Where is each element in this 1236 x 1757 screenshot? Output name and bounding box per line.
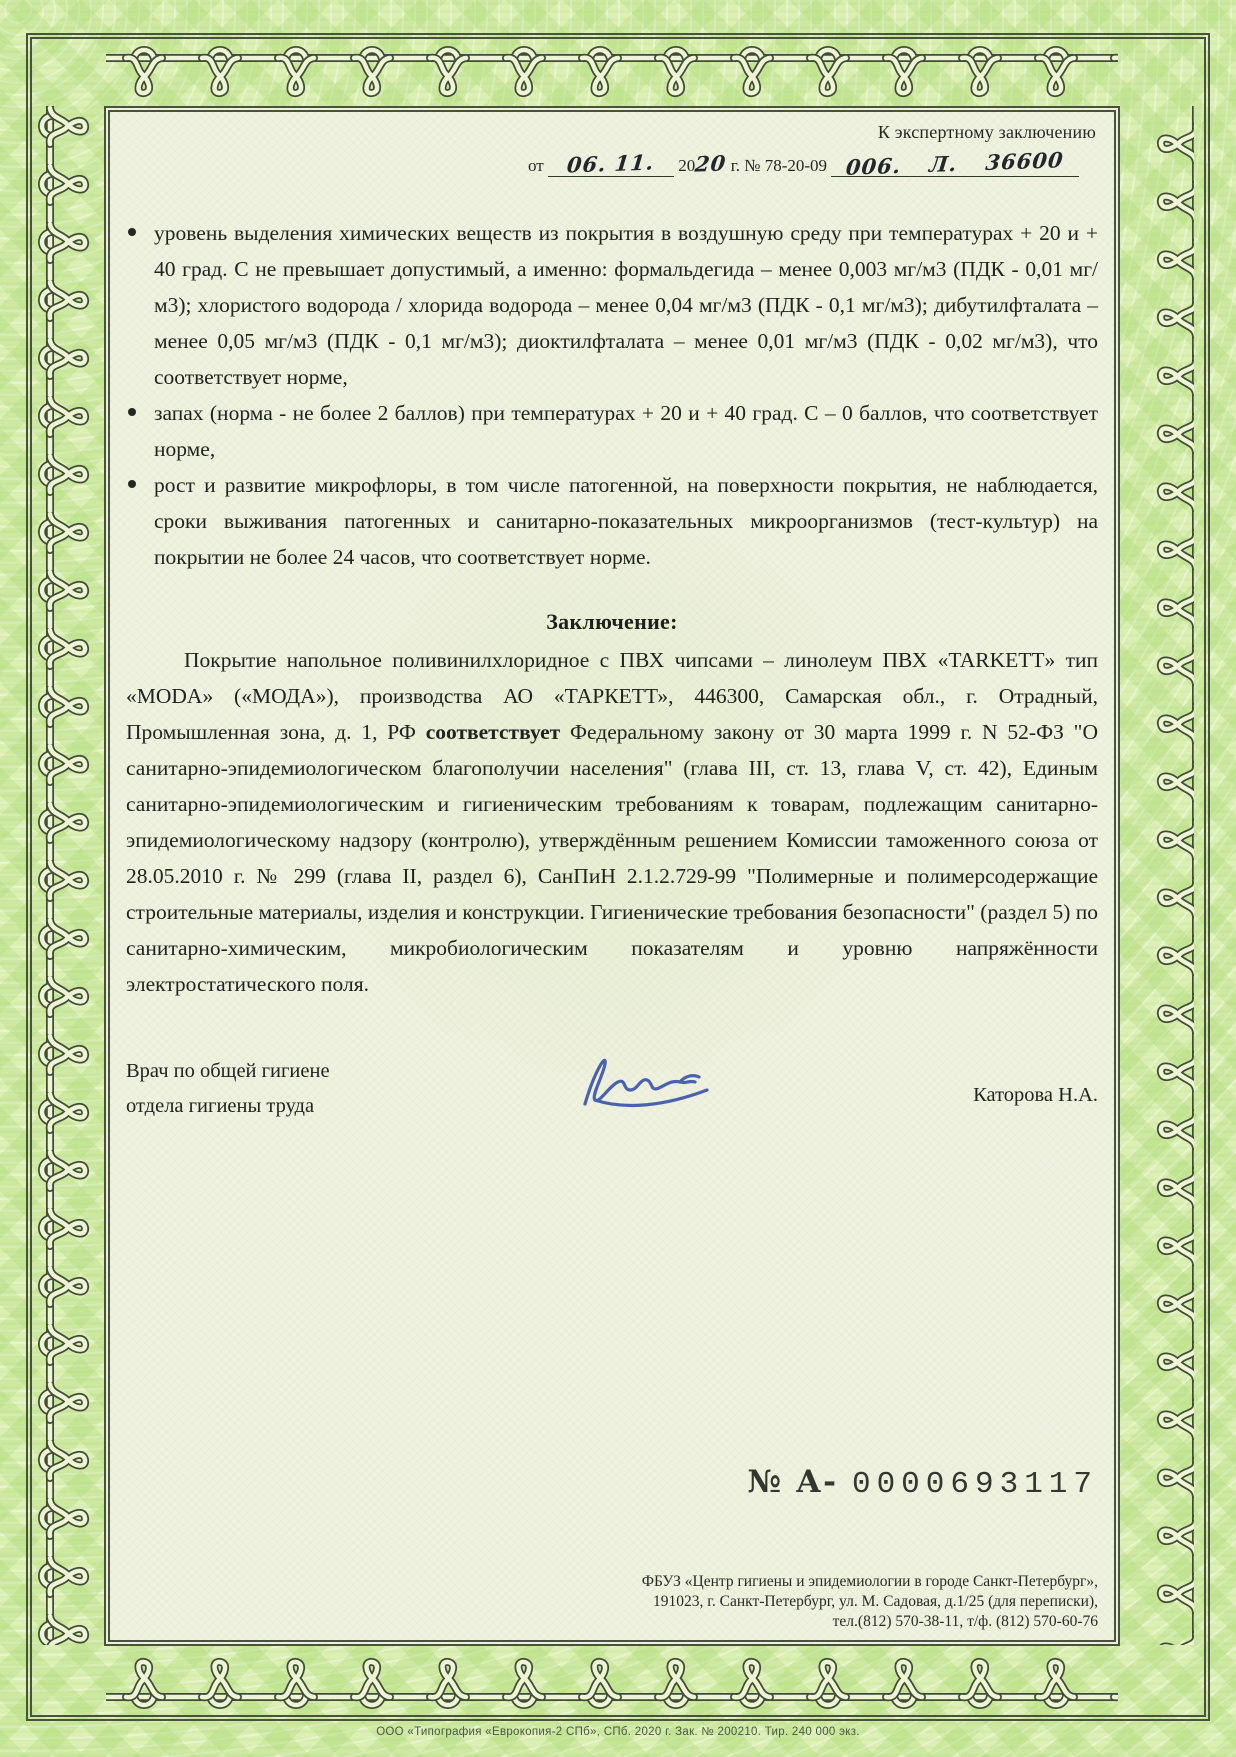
year-handwritten: 20 [693, 150, 728, 177]
header-note: К экспертному заключению [877, 122, 1096, 142]
date-handwritten: 06. 11. [565, 149, 656, 178]
dateline-year-printed: 20 [678, 156, 696, 175]
conclusion-bold-word: соответствует [425, 720, 561, 744]
finding-text: рост и развитие микрофлоры, в том числе патогенной, на поверхности покрытия, не наблюдается, сроки выживания патогенных и санитарно-показательных микроорганизмов (тест-культур) на покрытии не более 24 часов, что соответствует норме. [154, 473, 1098, 569]
blank-number [110, 1464, 1098, 1502]
signer-name: Каторова Н.А. [973, 1084, 1098, 1106]
blank-number-prefix: № А- [747, 1464, 838, 1500]
date-handwritten-field [548, 151, 674, 177]
ornamental-border-bottom-icon [106, 1655, 1118, 1713]
blank-number-digits: 0000693117 [851, 1467, 1098, 1502]
document-body [104, 106, 1120, 1646]
conclusion-text-start: Покрытие напольное поливинилхлоридное с ПВХ чипсами – линолеум ПВХ «TARKETT» тип «MODA» («МОДА»), производства АО «ТАРКЕТТ», 446300, Самарская обл., г. Отрадный, Промышленная зона, д. 1, РФ [126, 648, 1098, 744]
print-shop-imprint: ООО «Типография «Еврокопия-2 СПб», СПб. 2020 г. Зак. № 200210. Тир. 240 000 экз. [376, 1726, 860, 1738]
conclusion-heading: Заключение: [546, 609, 678, 634]
conclusion-paragraph [126, 642, 1098, 1002]
ornamental-border-top-icon [106, 42, 1118, 100]
bullet-icon [126, 467, 154, 488]
conclusion-text-end: Федеральному закону от 30 марта 1999 г. N 52-ФЗ "О санитарно-эпидемиологическом благополучии населения" (глава III, ст. 13, глава V, ст. 42), Единым санитарно-эпидемиологическим и гигиеническим требованиям к товарам, подлежащим санитарно-эпидемиологическому надзору (контролю), утверждённым решением Комиссии таможенного союза от 28.05.2010 г. № 299 (глава II, раздел 6), СанПиН 2.1.2.729-99 "Полимерные и полимерсодержащие строительные материалы, изделия и конструкции. Гигиенические требования безопасности" (раздел 5) по санитарно-химическим, микробиологическим показателям и уровню напряжённости электростатического поля. [126, 720, 1098, 996]
signature-scribble-icon [561, 1042, 741, 1120]
org-name: ФБУЗ «Центр гигиены и эпидемиологии в городе Санкт-Петербург», [641, 1573, 1098, 1590]
dateline-prefix: от [528, 156, 544, 175]
signer-title-line1: Врач по общей гигиене [126, 1060, 330, 1082]
list-item [126, 395, 1098, 467]
dateline-after-year: г. № 78-20-09 [730, 156, 828, 175]
ornamental-border-right-icon [1136, 106, 1194, 1645]
date-number-line [528, 147, 1098, 185]
list-item [126, 215, 1098, 395]
signer-title-line2: отдела гигиены труда [126, 1095, 315, 1117]
findings-list [126, 215, 1098, 575]
issuing-organization [110, 1572, 1098, 1632]
finding-text: уровень выделения химических веществ из покрытия в воздушную среду при температурах + 20 и + 40 град. С не превышает допустимый, а именно: формальдегида – менее 0,003 мг/м3 (ПДК - 0,01 мг/м3); хлористого водорода / хлорида водорода – менее 0,04 мг/м3 (ПДК - 0,1 мг/м3); дибутилфталата – менее 0,05 мг/м3 (ПДК - 0,1 мг/м3); диоктилфталата – менее 0,01 мг/м3 (ПДК - 0,02 мг/м3), что соответствует норме, [154, 221, 1098, 389]
signer-title [126, 1054, 330, 1124]
org-phone: тел.(812) 570-38-11, т/ф. (812) 570-60-76 [832, 1613, 1098, 1630]
signature-area [330, 1054, 974, 1120]
bullet-icon [126, 215, 154, 236]
ornamental-border-left-icon [34, 106, 92, 1645]
list-item [126, 467, 1098, 575]
number-handwritten: 006. Л. 36600 [845, 147, 1066, 180]
org-address: 191023, г. Санкт-Петербург, ул. М. Садовая, д.1/25 (для переписки), [653, 1593, 1098, 1610]
bullet-icon [126, 395, 154, 416]
number-handwritten-field [831, 147, 1079, 180]
signature-block [126, 1054, 1098, 1124]
finding-text: запах (норма - не более 2 баллов) при температурах + 20 и + 40 град. С – 0 баллов, что соответствует норме, [154, 401, 1098, 461]
